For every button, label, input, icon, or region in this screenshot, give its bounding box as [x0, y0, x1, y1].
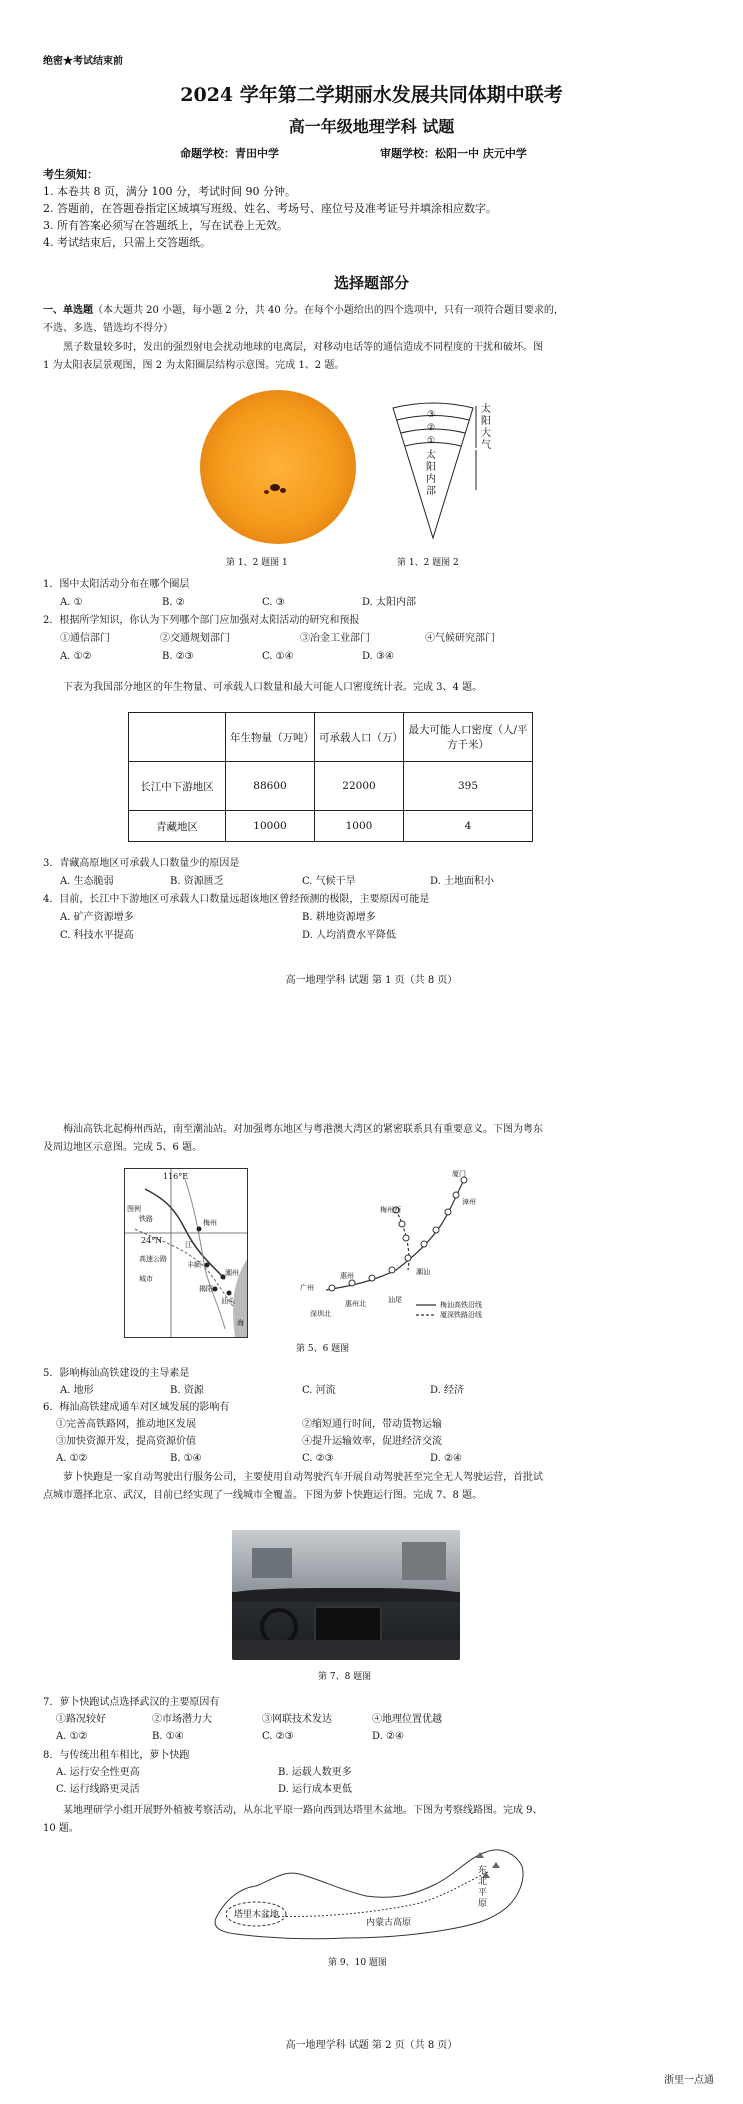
q2-stem: 2．根据所学知识，你认为下列哪个部门应加强对太阳活动的研究和预报 — [43, 615, 360, 626]
table-row — [129, 811, 533, 842]
q4-option-d: D. 人均消费水平降低 — [302, 930, 397, 941]
q7-option-a: A. ①② — [56, 1731, 88, 1742]
passage3-line2: 及周边地区示意图。完成 5、6 题。 — [43, 1142, 203, 1153]
legend-city: 城市 — [139, 1275, 153, 1283]
q7-item: ①路况较好 — [56, 1714, 106, 1725]
table-cell: 青藏地区 — [129, 811, 226, 842]
section-title: 选择题部分 — [333, 274, 409, 292]
q1-stem: 1．图中太阳活动分布在哪个圈层 — [43, 579, 190, 590]
q8-option-b: B. 运载人数更多 — [278, 1767, 352, 1778]
passage1-line1: 黑子数量较多时，发出的强烈射电会扰动地球的电离层，对移动电话等的通信造成不同程度的干扰和破坏。图 — [63, 342, 543, 353]
fig2-side-top: 太阳大气 — [481, 404, 491, 451]
q7-option-c: C. ②③ — [262, 1731, 294, 1742]
q4-option-a: A. 矿产资源增多 — [60, 912, 134, 923]
passage5-line1: 某地理研学小组开展野外植被考察活动，从东北平原一路向西到达塔里木盆地。下图为考察线路图。完成 9、 — [63, 1805, 543, 1816]
station-dot — [445, 1209, 451, 1215]
sunspot — [270, 484, 280, 491]
q7-option-d: D. ②④ — [372, 1731, 404, 1742]
layer-label-3: ③ — [427, 410, 436, 420]
table-cell: 88600 — [226, 762, 315, 811]
layer-label-1: ① — [427, 436, 436, 446]
passage4-line1: 萝卜快跑是一家自动驾驶出行服务公司，主要使用自动驾驶汽车开展自动驾驶甚至完全无人驾驶运营，首批试 — [63, 1472, 543, 1483]
station-dot — [389, 1267, 395, 1273]
map-city-chaoshan: 潮汕 — [416, 1268, 430, 1276]
q3-option-c: C. 气候干旱 — [302, 876, 356, 887]
station-dot — [405, 1255, 411, 1261]
page2-footer: 高一地理学科 试题 第 2 页（共 8 页） — [285, 2040, 458, 2051]
q2-option-b: B. ②③ — [162, 651, 194, 662]
photo78-caption: 第 7、8 题图 — [318, 1672, 372, 1682]
q8-stem: 8．与传统出租车相比，萝卜快跑 — [43, 1750, 190, 1761]
table-cell: 10000 — [226, 811, 315, 842]
reviewer-school: 审题学校：松阳一中 庆元中学 — [380, 147, 527, 160]
q1-option-d: D. 太阳内部 — [362, 597, 417, 608]
figure-sun-photo — [198, 388, 360, 546]
q8-option-c: C. 运行线路更灵活 — [56, 1784, 140, 1795]
map-legend-title: 图例 — [127, 1205, 141, 1213]
map-lon-label: 116°E — [163, 1172, 189, 1181]
q6-option-d: D. ②④ — [430, 1453, 462, 1464]
data-table — [128, 712, 533, 842]
building — [252, 1548, 292, 1578]
layer-label-2: ② — [427, 423, 436, 433]
q5-option-a: A. 地形 — [60, 1385, 94, 1396]
q6-item: ③加快资源开发，提高资源价值 — [56, 1436, 196, 1447]
passage1-line2: 1 为太阳表层景观图，图 2 为太阳圈层结构示意图。完成 1、2 题。 — [43, 360, 345, 371]
exam-title: 2024 学年第二学期丽水发展共同体期中联考 — [180, 84, 563, 106]
passage3-line1: 梅汕高铁北起梅州西站，南至潮汕站。对加强粤东地区与粤港澳大湾区的紧密联系具有重要意义。下图为粤东 — [63, 1124, 543, 1135]
legend-highway: 高速公路 — [139, 1255, 167, 1263]
part1-intro-2: 不选、多选、错选均不得分） — [43, 323, 173, 334]
map-city-guangzhou: 广州 — [300, 1284, 314, 1292]
proposer-school: 命题学校：青田中学 — [180, 147, 279, 160]
table-cell: 4 — [404, 811, 533, 842]
q5-stem: 5．影响梅汕高铁建设的主导素是 — [43, 1368, 190, 1379]
q1-option-b: B. ② — [162, 597, 185, 608]
station-dot — [369, 1275, 375, 1281]
table-header-row — [129, 713, 533, 762]
q6-option-c: C. ②③ — [302, 1453, 334, 1464]
legend-rail: 铁路 — [139, 1215, 153, 1223]
q1-option-a: A. ① — [60, 597, 83, 608]
q2-item: ④气候研究部门 — [425, 633, 495, 644]
q8-option-d: D. 运行成本更低 — [278, 1784, 353, 1795]
map-sea-label: 海 — [237, 1319, 244, 1327]
table-cell: 长江中下游地区 — [129, 762, 226, 811]
map-city-jieyang: 揭阳 — [199, 1285, 213, 1293]
notice-item: 3. 所有答案必须写在答题纸上，写在试卷上无效。 — [43, 219, 288, 232]
fig2-caption: 第 1、2 题图 2 — [397, 558, 459, 568]
map-lat-label: 24°N — [141, 1236, 163, 1245]
map-river-label: 江 — [185, 1241, 192, 1249]
q8-option-a: A. 运行安全性更高 — [56, 1767, 140, 1778]
q6-option-a: A. ①② — [56, 1453, 88, 1464]
map56-caption: 第 5、6 题图 — [296, 1344, 350, 1354]
part1-heading: 一、单选题 — [43, 305, 93, 316]
q5-option-d: D. 经济 — [430, 1385, 465, 1396]
map-city-fengshun: 丰顺 — [187, 1261, 201, 1269]
q7-option-b: B. ①④ — [152, 1731, 184, 1742]
q2-item: ②交通规划部门 — [160, 633, 230, 644]
part1-intro — [43, 304, 564, 318]
q3-option-d: D. 土地面积小 — [430, 876, 495, 887]
map-label-neimenggu: 内蒙古高原 — [366, 1918, 412, 1928]
map-label-tarim: 塔里木盆地 — [234, 1910, 280, 1920]
map-city-huizhoubei: 惠州北 — [345, 1300, 366, 1308]
station-dot — [453, 1192, 459, 1198]
q5-option-c: C. 河流 — [302, 1385, 336, 1396]
q6-item: ②缩短通行时间，带动货物运输 — [302, 1419, 442, 1430]
river-line — [185, 1179, 225, 1329]
sunspot — [280, 488, 286, 493]
map-city-shenzhen: 深圳北 — [310, 1310, 331, 1318]
legend-xiashen: 厦深铁路沿线 — [440, 1311, 482, 1319]
q2-option-d: D. ③④ — [362, 651, 394, 662]
passage5-line2: 10 题。 — [43, 1823, 79, 1834]
notice-item: 1. 本卷共 8 页，满分 100 分，考试时间 90 分钟。 — [43, 185, 296, 198]
station-dot — [403, 1235, 409, 1241]
q3-option-a: A. 生态脆弱 — [60, 876, 114, 887]
passage4-line2: 点城市選择北京、武汉，目前已经实现了一线城市全覆盖。下图为萝卜快跑运行图。完成 7、8 题。 — [43, 1490, 483, 1501]
watermark: 浙里一点通 — [664, 2075, 714, 2086]
exam-subtitle: 高一年级地理学科 试题 — [288, 117, 455, 136]
fig1-caption: 第 1、2 题图 1 — [226, 558, 288, 568]
city-dot — [197, 1227, 202, 1232]
railway-line — [145, 1189, 225, 1279]
station-dot — [329, 1285, 335, 1291]
q3-stem: 3．青藏高原地区可承载人口数量少的原因是 — [43, 858, 240, 869]
notice-item: 4. 考试结束后，只需上交答题纸。 — [43, 236, 211, 249]
map-city-zhangzhou: 漳州 — [462, 1198, 476, 1206]
q1-option-c: C. ③ — [262, 597, 285, 608]
station-dot — [433, 1227, 439, 1233]
map-label-dongbei: 东北平原 — [478, 1866, 488, 1909]
q2-item: ①通信部门 — [60, 633, 110, 644]
map910-caption: 第 9、10 题图 — [328, 1958, 387, 1968]
building — [402, 1542, 446, 1580]
map-city-shantou: 汕头 — [221, 1297, 235, 1305]
q7-stem: 7．萝卜快跑试点选择武汉的主要原因有 — [43, 1697, 220, 1708]
q7-item: ④地理位置优越 — [372, 1714, 442, 1725]
city-dot — [205, 1263, 210, 1268]
city-dot — [213, 1287, 218, 1292]
figure-sun-layers — [388, 398, 518, 548]
notice-item: 2. 答题前，在答题卷指定区域填写班级、姓名、考场号、座位号及准考证号并填涂相应数字。 — [43, 202, 497, 215]
seats — [232, 1640, 460, 1660]
page1-footer: 高一地理学科 试题 第 1 页（共 8 页） — [285, 975, 458, 986]
q5-option-b: B. 资源 — [170, 1385, 204, 1396]
part1-intro-text: （本大题共 20 小题，每小题 2 分，共 40 分。在每个小题给出的四个选项中，只有一项符合题目要求的， — [93, 305, 564, 316]
table-cell: 395 — [404, 762, 533, 811]
q6-item: ④提升运输效率，促进经济交流 — [302, 1436, 442, 1447]
station-dot — [399, 1221, 405, 1227]
q4-option-c: C. 科技水平提高 — [60, 930, 134, 941]
figure-robotaxi-photo — [232, 1530, 460, 1660]
q7-item: ②市场潜力大 — [152, 1714, 212, 1725]
q6-item: ①完善高铁路网，推动地区发展 — [56, 1419, 196, 1430]
table-cell: 1000 — [315, 811, 404, 842]
q3-option-b: B. 资源匮乏 — [170, 876, 224, 887]
map-city-meizhou: 梅州 — [203, 1219, 217, 1227]
q6-stem: 6．梅汕高铁建成通车对区域发展的影响有 — [43, 1402, 230, 1413]
table-row — [129, 762, 533, 811]
q7-item: ③网联技术发达 — [262, 1714, 332, 1725]
q6-option-b: B. ①④ — [170, 1453, 202, 1464]
dashboard — [232, 1588, 460, 1602]
table-header-cell: 可承载人口（万） — [315, 713, 404, 762]
fig2-side-bottom: 太阳内部 — [426, 450, 436, 497]
q2-item: ③冶金工业部门 — [300, 633, 370, 644]
map-city-chaozhou: 潮州 — [225, 1269, 239, 1277]
map-city-xiamen: 厦门 — [452, 1170, 466, 1178]
station-dot — [421, 1241, 427, 1247]
q2-option-a: A. ①② — [60, 651, 92, 662]
passage2-text: 下表为我国部分地区的年生物量、可承载人口数量和最大可能人口密度统计表。完成 3、4 题。 — [63, 682, 483, 693]
notice-title: 考生须知： — [43, 168, 98, 181]
map-city-meizhouxi: 梅州西 — [380, 1206, 401, 1214]
secret-label: 绝密★考试结束前 — [43, 56, 123, 67]
q4-stem: 4．目前，长江中下游地区可承载人口数量远超该地区曾经预测的极限，主要原因可能是 — [43, 894, 430, 905]
legend-meishan: 梅汕高铁沿线 — [440, 1301, 482, 1309]
sun-disk — [200, 390, 356, 544]
table-header-cell: 最大可能人口密度（人/平方千米） — [404, 713, 533, 762]
q2-option-c: C. ①④ — [262, 651, 294, 662]
sunspot — [264, 490, 269, 494]
table-header-cell: 年生物量（万吨） — [226, 713, 315, 762]
map-yuedong — [124, 1168, 248, 1338]
table-cell: 22000 — [315, 762, 404, 811]
table-header-cell — [129, 713, 226, 762]
map-city-huizhou: 惠州 — [340, 1272, 354, 1280]
q4-option-b: B. 耕地资源增多 — [302, 912, 376, 923]
map-city-shanwei: 汕尾 — [388, 1296, 402, 1304]
